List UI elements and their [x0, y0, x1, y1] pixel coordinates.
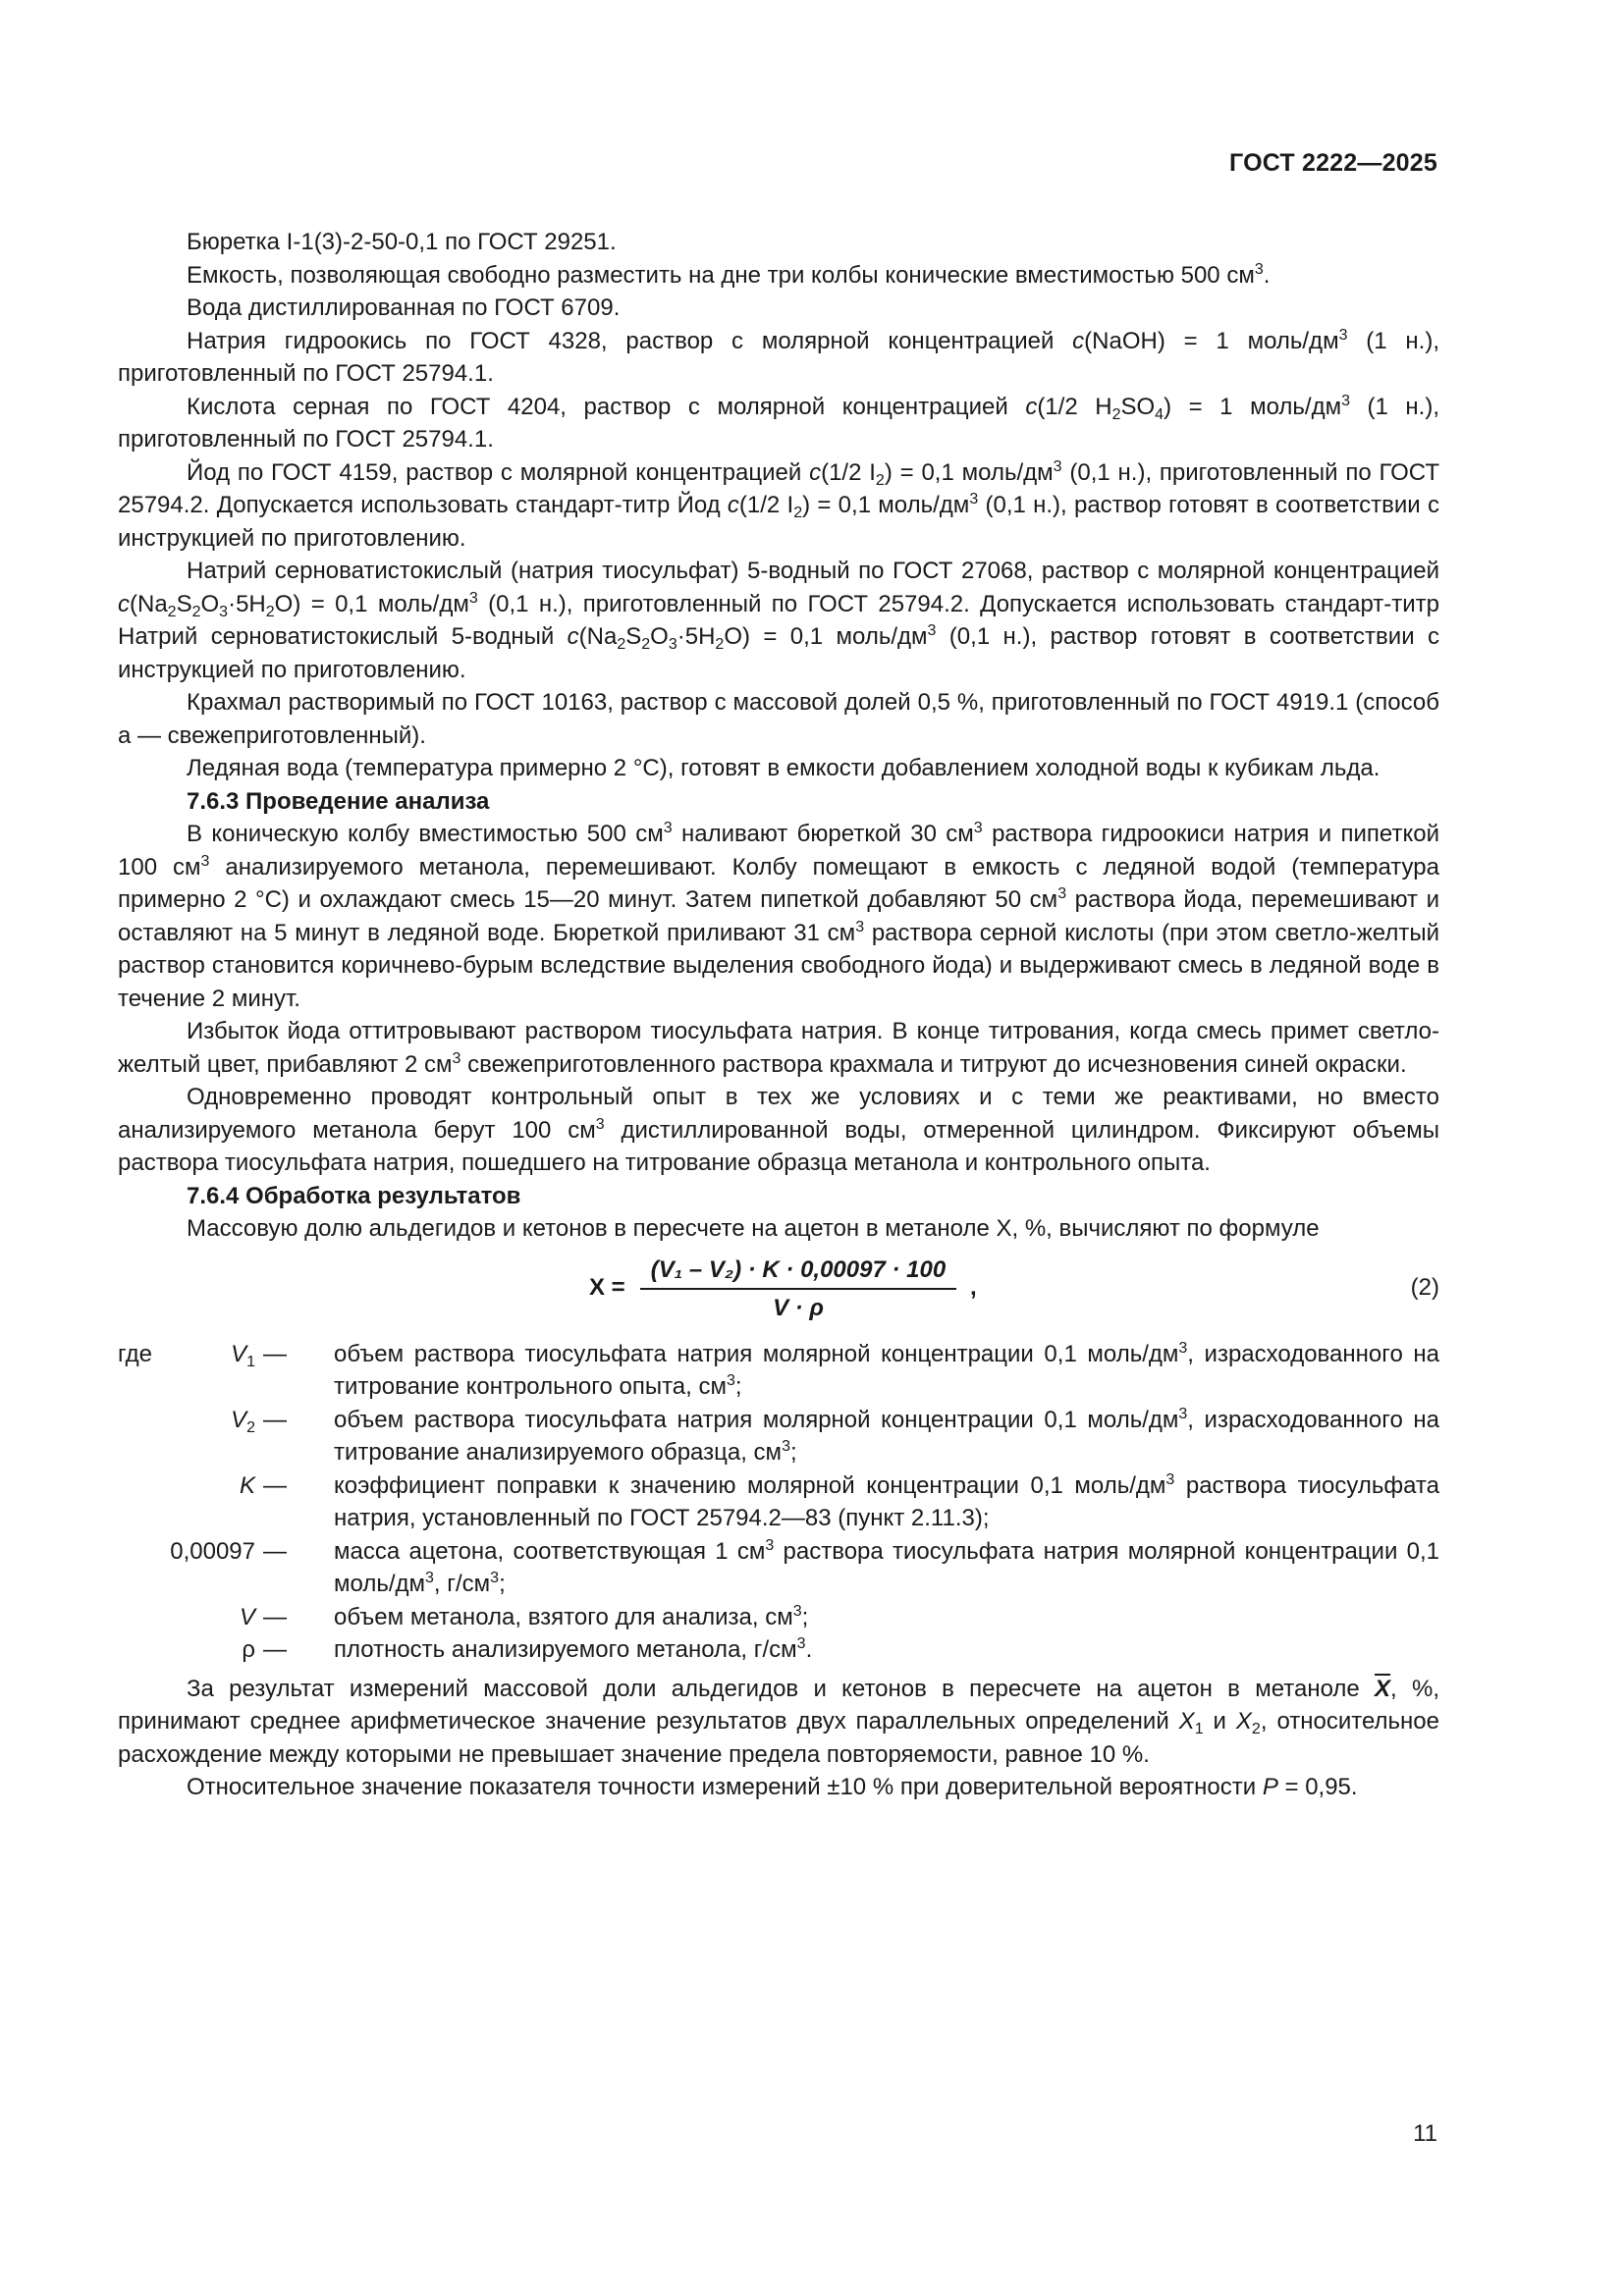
symbol: 0,00097 [170, 1537, 255, 1565]
paragraph-ice-water: Ледяная вода (температура примерно 2 °С), готовят в емкости добавлением холодной воды к кубикам льда. [187, 755, 1380, 781]
paragraph-thiosulfate: Натрий серноватистокислый (натрия тиосульфат) 5-водный по ГОСТ 27068, раствор с молярной концентрацией $c(Na_2S_2O_3\cdot 5H_2O) = 0,1$ моль/$дм^3$ (0,1 н.), приготовленный по ГОСТ 25794.2. Допускается использовать стандарт-титр Натрий серноватистокислый 5-водный $c(Na_2S_2O_3\cdot 5H_2O) = 0,1$ моль/$дм^3$ (0,1 н.), раствор готовят в соответствии с инструкцией по приготовлению. [118, 558, 1439, 683]
paragraph-water: Вода дистиллированная по ГОСТ 6709. [187, 294, 621, 321]
formula-block [118, 1252, 1439, 1328]
definition-constant: 0,00097 — масса ацетона, соответствующая 1 $см^3$ раствора тиосульфата натрия молярной концентрации 0,1 моль/$дм^3$, $г/см^3$; [118, 1535, 1439, 1601]
symbol: V [239, 1603, 255, 1630]
definition-v1: где $V_1$ — объем раствора тиосульфата натрия молярной концентрации 0,1 моль/$дм^3$, израсходованного на титрование контрольного опыта, $см^3$; [118, 1339, 1439, 1400]
symbol: ρ [242, 1636, 255, 1663]
symbol: K [239, 1471, 255, 1499]
paragraph-procedure-3: Одновременно проводят контрольный опыт в тех же условиях и с теми же реактивами, но вместо анализируемого метанола берут 100 $см^3$ дистиллированной воды, отмеренной цилиндром. Фиксируют объемы раствора тиосульфата натрия, пошедшего на титрование образца метанола и контрольного опыта. [118, 1084, 1439, 1176]
formula-number: (2) [1410, 1273, 1439, 1301]
paragraph-starch: Крахмал растворимый по ГОСТ 10163, раствор с массовой долей 0,5 %, приготовленный по ГОСТ 4919.1 (способ а — свежеприготовленный). [118, 689, 1439, 749]
paragraph-iodine: Йод по ГОСТ 4159, раствор с молярной концентрацией c(1/2 $I_2) = 0,1$ моль/$дм^3$ (0,1 н.), приготовленный по ГОСТ 25794.2. Допускается использовать стандарт-титр Йод c(1/2 $I_2) = 0,1$ моль/$дм^3$ (0,1 н.), раствор готовят в соответствии с инструкцией по приготовлению. [118, 457, 1439, 552]
formula-denominator: V · ρ [773, 1295, 824, 1321]
where-label: где [118, 1340, 153, 1367]
formula-comma: , [970, 1273, 977, 1301]
paragraph-container: Емкость, позволяющая свободно разместить на дне три колбы конические вместимостью 500 $см^3$. [187, 260, 1271, 289]
paragraph-accuracy: Относительное значение показателя точности измерений ±10 % при доверительной вероятности P = 0,95. [187, 1774, 1358, 1800]
paragraph-h2so4: Кислота серная по ГОСТ 4204, раствор с молярной концентрацией c(1/2 $H_2SO_4) = 1$ моль/$дм^3$ (1 н.), приготовленный по ГОСТ 25794.1. [118, 392, 1440, 453]
symbol: $V_2$ [231, 1406, 255, 1436]
document-id-header: ГОСТ 2222—2025 [1229, 149, 1437, 177]
definition-v: V — объем метанола, взятого для анализа, $см^3$; [118, 1601, 1439, 1634]
paragraph-formula-intro: Массовую долю альдегидов и кетонов в пересчете на ацетон в метаноле X, %, вычисляют по формуле [187, 1215, 1320, 1242]
definitions-list [118, 1338, 1439, 1667]
page-number: 11 [1413, 2120, 1437, 2147]
paragraph-procedure-1: В коническую колбу вместимостью 500 $см^3$ наливают бюреткой 30 $см^3$ раствора гидроокиси натрия и пипеткой 100 $см^3$ анализируемого метанола, перемешивают. Колбу помещают в емкость с ледяной водой (температура примерно 2 °С) и охлаждают смесь 15—20 минут. Затем пипеткой добавляют 50 $см^3$ раствора йода, перемешивают и оставляют на 5 минут в ледяной воде. Бюреткой приливают 31 $см^3$ раствора серной кислоты (при этом светло-желтый раствор становится коричнево-бурым вследствие выделения свободного йода) и выдерживают смесь в ледяной воде в течение 2 минут. [118, 820, 1440, 1012]
definition-v2: $V_2$ — объем раствора тиосульфата натрия молярной концентрации 0,1 моль/$дм^3$, израсходованного на титрование анализируемого образца, $см^3$; [118, 1404, 1439, 1469]
paragraph-result: За результат измерений массовой доли альдегидов и кетонов в пересчете на ацетон в метаноле $\overline{X}$, %, принимают среднее арифметическое значение результатов двух параллельных определений $X_1$ и $X_2$, относительное расхождение между которыми не превышает значение предела повторяемости, равное 10 %. [118, 1675, 1439, 1768]
section-heading-7-6-4: 7.6.4 Обработка результатов [187, 1182, 521, 1209]
paragraph-burette: Бюретка I-1(3)-2-50-0,1 по ГОСТ 29251. [187, 229, 617, 255]
formula-fraction [640, 1254, 956, 1325]
page-content [118, 226, 1439, 1804]
paragraph-procedure-2: Избыток йода оттитровывают раствором тиосульфата натрия. В конце титрования, когда смесь примет светло-желтый цвет, прибавляют 2 $см^3$ свежеприготовленного раствора крахмала и титруют до исчезновения синей окраски. [118, 1018, 1439, 1078]
section-heading-7-6-3: 7.6.3 Проведение анализа [187, 787, 490, 815]
symbol: $V_1$ [231, 1340, 255, 1370]
definition-k: K — коэффициент поправки к значению молярной концентрации 0,1 моль/$дм^3$ раствора тиосульфата натрия, установленный по ГОСТ 25794.2—83 (пункт 2.11.3); [118, 1469, 1439, 1535]
paragraph-naoh: Натрия гидроокись по ГОСТ 4328, раствор с молярной концентрацией c(NaOH) = 1 моль/$дм^3$ (1 н.), приготовленный по ГОСТ 25794.1. [118, 326, 1439, 387]
formula-lhs: X = [589, 1273, 625, 1301]
definition-density: ρ — плотность анализируемого метанола, $г/см^3$. [118, 1633, 1439, 1667]
formula-numerator: (V₁ – V₂) · K · 0,00097 · 100 [640, 1254, 956, 1291]
